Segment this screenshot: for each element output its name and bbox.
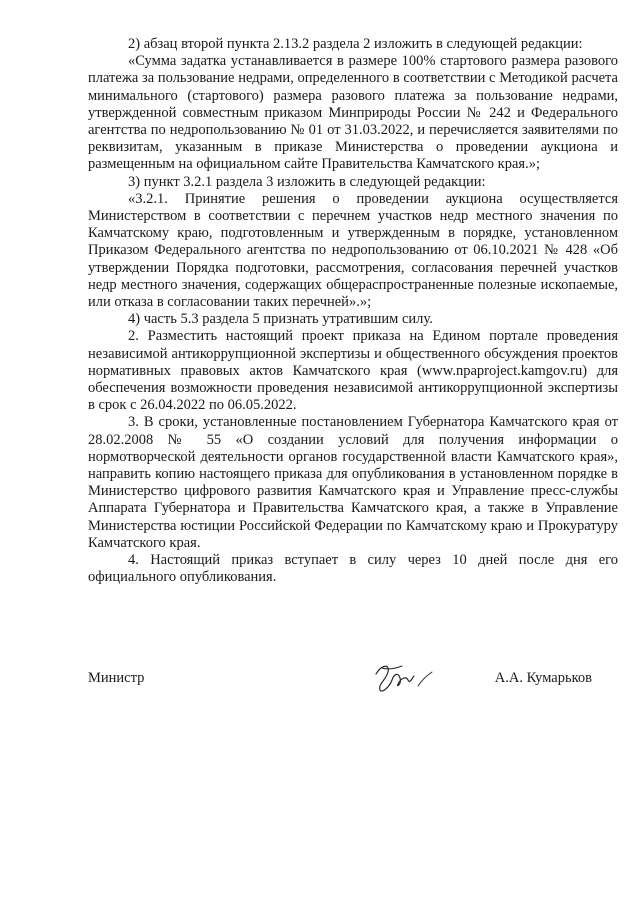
paragraph-item-2-title: 2) абзац второй пункта 2.13.2 раздела 2 изложить в следующей редакции:	[128, 36, 583, 52]
document-body	[88, 36, 618, 587]
paragraph-section-3: 3. В сроки, установленные постановлением Губернатора Камчатского края от 28.02.2008 № 55 «О создании условий для получения информации о нормотворческой деятельности органов государственной власти Камчатского края», направить копию настоящего приказа для опубликования в установленном порядке в Министерство цифрового развития Камчатского края и Управление пресс-службы Аппарата Губернатора и Правительства Камчатского края, а также в Управление Министерства юстиции Российской Федерации по Камчатскому краю и Прокуратуру Камчатского края.	[88, 414, 618, 551]
paragraph-section-4: 4. Настоящий приказ вступает в силу через 10 дней после дня его официального опубликования.	[88, 552, 618, 586]
signature-block	[88, 670, 618, 710]
paragraph-item-3-title: 3) пункт 3.2.1 раздела 3 изложить в следующей редакции:	[128, 173, 486, 190]
handwritten-signature-icon	[368, 660, 438, 696]
paragraph-3-2-1-text: «3.2.1. Принятие решения о проведении аукциона осуществляется Министерством в соответствии с перечнем участков недр местного значения по Камчатскому краю, подготовленным и утвержденным в порядке, установленном Приказом Федерального агентства по недропользованию от 06.10.2021 № 428 «Об утверждении Порядка подготовки, рассмотрения, согласования перечней участков недр местного значения, содержащих общераспространенные полезные ископаемые, или отказа в согласовании таких перечней».»;	[88, 190, 618, 311]
signatory-name: А.А. Кумарьков	[494, 670, 592, 686]
paragraph-item-4: 4) часть 5.3 раздела 5 признать утратившим силу.	[128, 311, 433, 328]
paragraph-deposit-text: «Сумма задатка устанавливается в размере 100% стартового размера разового платежа за пользование недрами, определенного в соответствии с Методикой расчета минимального (стартового) размера разового платежа за пользование недрами, утвержденной совместным приказом Минприроды России № 242 и Федерального агентства по недропользованию № 01 от 31.03.2022, и перечисляется заявителями по реквизитам, указанным в приказе Министерства о проведении аукциона и размещенным на официальном сайте Правительства Камчатского края.»;	[88, 53, 618, 173]
paragraph-section-2: 2. Разместить настоящий проект приказа на Едином портале проведения независимой антикоррупционной экспертизы и общественного обсуждения проектов нормативных правовых актов Камчатского края (www.npaproject.kamgov.ru) для обеспечения возможности проведения независимой антикоррупционной экспертизы в срок с 26.04.2022 по 06.05.2022.	[88, 328, 618, 414]
signatory-title: Министр	[88, 670, 145, 686]
